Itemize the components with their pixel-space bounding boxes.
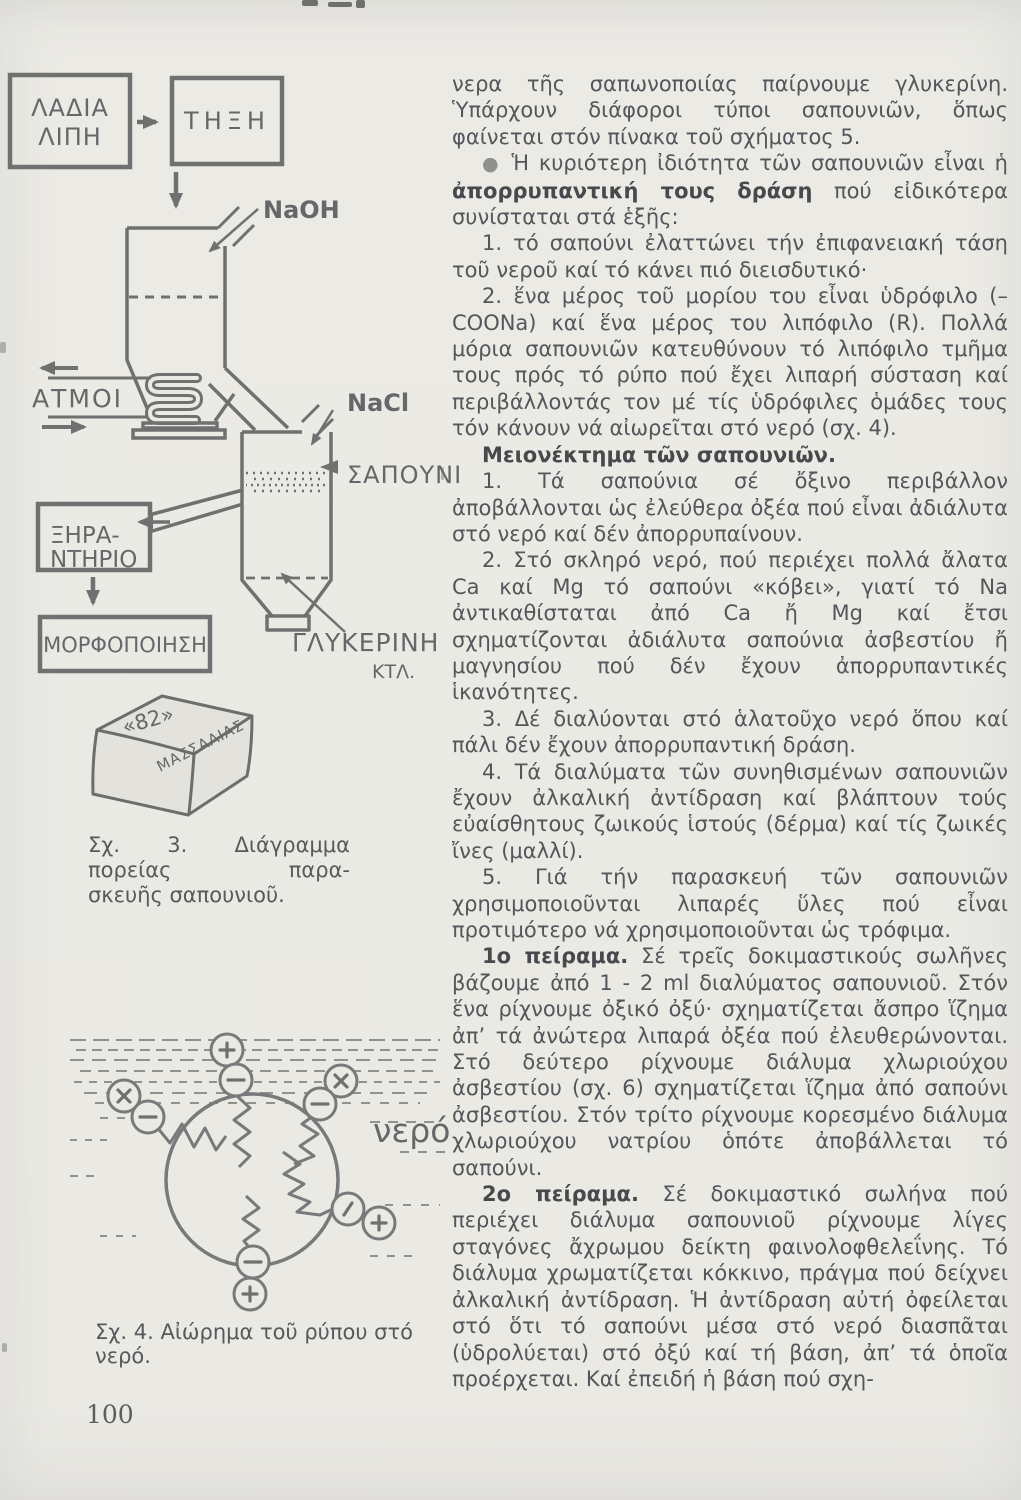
body-text: Σέ τρεῖς δοκιμαστικούς σωλῆνες βάζουμε ἀπό 1 - 2 ml διαλύματος σαπουνιοῦ. Στόν ἕνα ρίχνουμε ὀξικό ὀξύ· σχηματίζεται ἄσπρο ἵζημα ἀπ’ τά ἀνώτερα λιπαρά ὀξέα πού ἐλευθερώνονται. Στό δεύτερο ρίχνουμε διάλυμα χλωριούχου ἀσβεστίου (σχ. 6) σχηματίζεται ἵζημα ἀπό σαπούνι ἀσβεστίου. Στόν τρίτο ρίχνουμε κορεσμένο διάλυμα χλωριούχου νατρίου ὁπότε ἀποβάλλεται τό σαπούνι.: [452, 944, 1009, 1180]
paragraph: [452, 547, 1008, 705]
paragraph: [452, 230, 1008, 283]
paragraph: [452, 759, 1008, 865]
ion-plus: [363, 1207, 395, 1239]
box-forming: [40, 617, 210, 671]
figure4-diagram: [40, 1000, 460, 1320]
body-text: 4. Τά διαλύματα τῶν συνηθισμένων σαπουνιῶν ἔχουν ἀλκαλική ἀντίδραση καί βλάπτουν τούς εὐαίσθητους ζωικούς ἱστούς (δέρμα) καί τίς ζωικές ἴνες (μαλλί).: [452, 759, 1008, 863]
box-oils-fats-label1: ΛΑΔΙΑ: [31, 94, 109, 122]
scan-artifact: [302, 0, 318, 6]
figure3-caption-line2: σκευῆς σαπουνιοῦ.: [88, 883, 285, 907]
glycerin-label: ΓΛΥΚΕΡΙΝΗ: [292, 628, 440, 657]
box-oils-fats-label2: ΛΙΠΗ: [38, 123, 102, 151]
paragraph: [452, 442, 1008, 468]
naoh-label: NaOH: [263, 196, 340, 224]
paragraph: [452, 150, 1008, 230]
bold-text: 1ο πείραμα.: [482, 944, 629, 969]
soap-pointer-icon: [320, 460, 338, 474]
body-text: πού εἰδικότερα συνίσταται στά ἑξῆς:: [452, 178, 1009, 230]
figure4-caption: Σχ. 4. Αἰώρημα τοῦ ρύπου στό νερό.: [95, 1320, 413, 1368]
soap-bar-sketch: [93, 696, 252, 815]
figure3-caption-line1: Σχ. 3. Διάγραμμα πορείας παρα-: [88, 833, 350, 882]
box-dryer: [38, 504, 150, 573]
ion-heads: [108, 1034, 395, 1310]
text-column: [452, 71, 1008, 1392]
steam-label: ΑΤΜΟΙ: [32, 384, 123, 413]
ion-plus: [234, 1278, 266, 1310]
nacl-label: NaCl: [347, 389, 410, 417]
bullet-icon: ●: [482, 153, 502, 176]
ion-minus: [132, 1101, 164, 1133]
body-text: 1. τό σαπούνι ἐλαττώνει τήν ἐπιφανειακή τάση τοῦ νεροῦ καί τό κάνει πιό διεισδυτικό·: [452, 231, 1008, 282]
figure3-caption: [88, 833, 350, 908]
body-text: 2. ἕνα μέρος τοῦ μορίου του εἶναι ὑδρόφιλο (–COONa) καί ἕνα μέρος του λιπόφιλο (R). Πολλά μόρια σαπουνιῶν κατευθύνουν τό λιπόφιλο τμῆμα τους πρός τό ρύπο πού ἔχει λιπαρή σύσταση καί περιβάλλοντάς τον μέ τίς ὑδρόφιλες ὁμάδες τους τόν κάνουν νά αἰωρεῖται στό νερό (σχ. 4).: [452, 284, 1008, 441]
box-forming-label: ΜΟΡΦΟΠΟΙΗΣΗ: [43, 633, 207, 657]
box-melting-label: ΤΗΞΗ: [184, 107, 270, 135]
body-text: 5. Γιά τήν παρασκευή τῶν σαπουνιῶν χρησιμοποιοῦνται λιπαρές ὕλες πού εἶναι προτιμότερο νά χρησιμοποιοῦνται ὡς τρόφιμα.: [452, 865, 1008, 942]
settling-tank: [242, 405, 333, 630]
glycerin-etc-label: ΚΤΛ.: [372, 661, 416, 683]
body-text: Ἡ κυριότερη ἰδιότητα τῶν σαπουνιῶν εἶναι ἡ: [501, 151, 1008, 176]
box-melting: [172, 78, 282, 164]
ion-plus: [211, 1034, 243, 1066]
body-text: 1. Τά σαπούνια σέ ὄξινο περιβάλλον ἀποβάλλονται ὡς ἐλεύθερα ὀξέα πού εἶναι ἀδιάλυτα στό νερό καί δέν ἀπορρυπαίνουν.: [452, 469, 1008, 546]
bold-text: ἀπορρυπαντική τους δράση: [452, 178, 813, 203]
box-dryer-label2: ΝΤΗΡΙΟ: [50, 547, 138, 573]
bold-text: Μειονέκτημα τῶν σαπουνιῶν.: [482, 442, 836, 467]
paragraph: [452, 468, 1008, 547]
scan-artifact: [356, 0, 365, 8]
water-label: νερό: [373, 1111, 451, 1150]
page-number: 100: [86, 1400, 134, 1429]
dirt-droplet: [166, 1094, 338, 1266]
ion-slash: [332, 1193, 364, 1225]
glycerin-arrow: [282, 574, 345, 632]
transfer-pipe: [209, 368, 288, 430]
box-dryer-label1: ΞΗΡΑ-: [50, 523, 120, 549]
body-text: 3. Δέ διαλύονται στό ἁλατοῦχο νερό ὅπου καί πάλι δέν ἔχουν ἀπορρυπαντική δράση.: [452, 706, 1008, 758]
body-text: 2. Στό σκληρό νερό, πού περιέχει πολλά ἄλατα Ca καί Mg τό σαπούνι «κόβει», γιατί τό Na ἀντικαθίσταται ἀπό Ca ἤ Mg καί ἔτσι σχηματίζονται ἀδιάλυτα σαπούνια ἀσβεστίου ἤ μαγνησίου πού δέν ἔχουν ἀπορρυπαντικές ἱκανότητες.: [452, 548, 1008, 705]
body-text: νερα τῆς σαπωνοποιίας παίρνουμε γλυκερίνη. Ὑπάρχουν διάφοροι τύποι σαπουνιῶν, ὅπως φαίνεται στόν πίνακα τοῦ σχήματος 5.: [452, 72, 1008, 149]
scan-artifact: [2, 1343, 7, 1352]
paragraph: [452, 706, 1008, 759]
ion-minus: [304, 1088, 336, 1120]
scan-artifact: [328, 2, 352, 7]
figure3-diagram: [0, 60, 463, 840]
soap-bar-text2: ΜΑΣΣΑΛΙΑΣ: [153, 716, 248, 776]
dryer-pipe: [149, 490, 243, 532]
ion-minus: [237, 1246, 269, 1278]
paragraph: [452, 283, 1008, 441]
soap-label: ΣΑΠΟΥΝΙ: [347, 461, 463, 489]
box-oils-fats: [10, 75, 130, 167]
body-text: Σέ δοκιμαστικό σωλήνα πού περιέχει διάλυμα σαπουνιοῦ ρίχνουμε λίγες σταγόνες ἄχρωμου δείκτη φαινολοφθελεΐνης. Τό διάλυμα χρωματίζεται κόκκινο, πράγμα πού δείχνει ἀλκαλική ἀντίδραση. Ἡ ἀντίδραση αὐτή ὀφείλεται στό ὅτι τό σαπούνι μέσα στό νερό διασπᾶται (ὑδρολύεται) στό ὀξύ καί τή βάση, ἀπ’ τά ὁποῖα προέρχεται. Καί ἐπειδή ἡ βάση πού σχη-: [452, 1182, 1008, 1391]
paragraph: [452, 943, 1008, 1181]
bold-text: 2ο πείραμα.: [482, 1182, 639, 1207]
soap-bar-text1: «82»: [119, 701, 177, 740]
paragraph: [452, 1181, 1008, 1392]
paragraph: [452, 864, 1008, 943]
ion-minus: [220, 1064, 252, 1096]
paragraph: [452, 71, 1008, 150]
